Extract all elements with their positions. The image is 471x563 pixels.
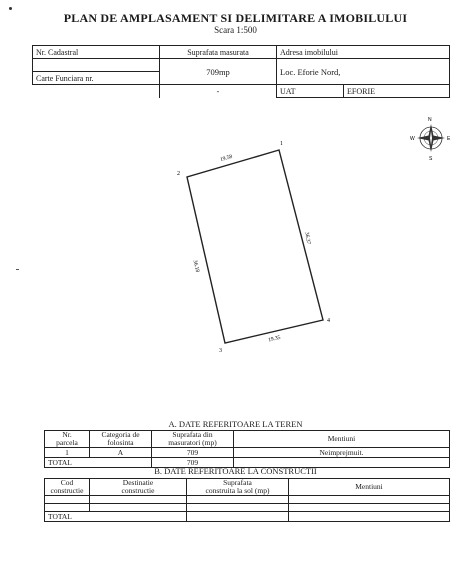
compass-w: W xyxy=(410,136,415,142)
total-label-b: TOTAL xyxy=(45,512,187,522)
col-nr-parcela: Nr. parcela xyxy=(45,431,90,448)
col-suprafata: Suprafata din masuratori (mp) xyxy=(152,431,234,448)
row-mentiuni: Neimprejmuit. xyxy=(234,448,450,458)
row-nr: 1 xyxy=(45,448,90,458)
point-label-3: 3 xyxy=(219,348,222,354)
adresa-label: Adresa imobilului xyxy=(277,46,450,59)
parcel-plan-drawing xyxy=(0,110,471,420)
table-row xyxy=(45,496,450,504)
nr-cadastral-value xyxy=(33,59,160,72)
section-a-title: A. DATE REFERITOARE LA TEREN xyxy=(168,419,303,429)
table-row xyxy=(45,504,450,512)
section-b-title: B. DATE REFERITOARE LA CONSTRUCTII xyxy=(154,466,317,476)
row-suprafata: 709 xyxy=(152,448,234,458)
total-label: TOTAL xyxy=(45,458,152,468)
col-suprafata-constr: Suprafata construita la sol (mp) xyxy=(187,479,289,496)
document-title: PLAN DE AMPLASAMENT SI DELIMITARE A IMOBILULUI xyxy=(63,11,408,25)
uat-value: EFORIE xyxy=(344,85,450,98)
adresa-value: Loc. Eforie Nord, xyxy=(277,59,450,85)
compass-s: S xyxy=(429,156,433,162)
compass-e: E xyxy=(447,136,451,142)
total-row xyxy=(45,512,450,522)
point-label-4: 4 xyxy=(327,318,330,324)
col-destinatie: Destinatie constructie xyxy=(90,479,187,496)
suprafata-value: 709mp xyxy=(160,59,277,85)
point-label-1: 1 xyxy=(280,141,283,147)
col-mentiuni-constr: Mentiuni xyxy=(289,479,450,496)
carte-funciara-value: - xyxy=(160,85,277,98)
suprafata-label: Suprafata masurata xyxy=(160,46,277,59)
construction-data-table xyxy=(44,478,450,522)
side-length-3-4: 19.35 xyxy=(267,334,282,344)
scale-label: Scara 1:500 xyxy=(214,25,257,35)
point-label-2: 2 xyxy=(177,171,180,177)
col-cod: Cod constructie xyxy=(45,479,90,496)
property-info-table xyxy=(32,45,450,98)
total-value: 709 xyxy=(152,458,234,468)
side-length-1-2: 19.58 xyxy=(219,153,234,164)
col-mentiuni: Mentiuni xyxy=(234,431,450,448)
compass-rose-icon xyxy=(417,124,445,152)
side-length-4-1: 36.37 xyxy=(303,231,312,245)
land-data-table xyxy=(44,430,450,468)
uat-label: UAT xyxy=(277,85,344,98)
row-categoria: A xyxy=(90,448,152,458)
compass-n: N xyxy=(428,117,432,123)
scan-speck xyxy=(9,7,12,10)
table-row xyxy=(45,448,450,458)
side-length-2-3: 36.18 xyxy=(191,259,201,273)
col-categoria: Categoria de folosinta xyxy=(90,431,152,448)
parcel-outline xyxy=(187,150,323,343)
nr-cadastral-label: Nr. Cadastral xyxy=(33,46,160,59)
carte-funciara-label: Carte Funciara nr. xyxy=(33,72,160,85)
